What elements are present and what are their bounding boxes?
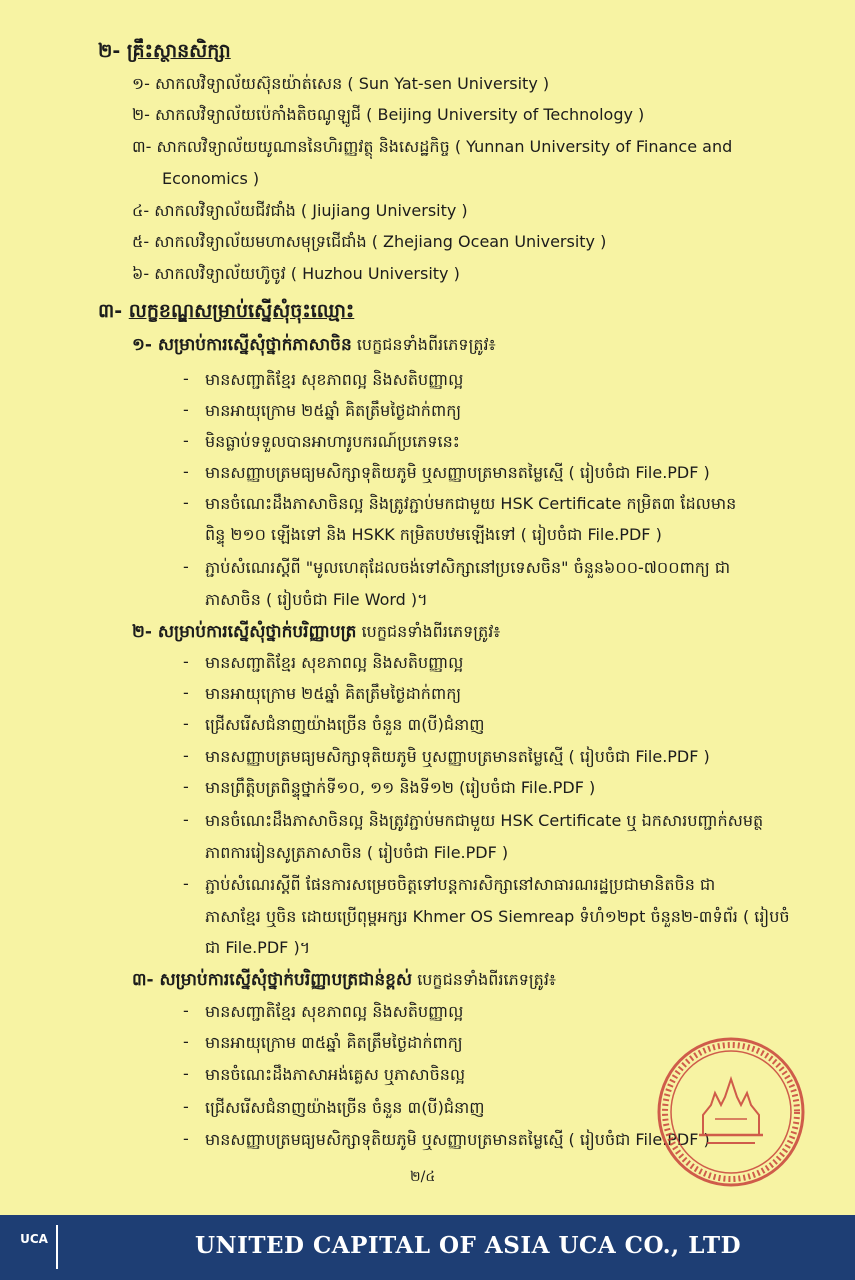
bullet-dash: - — [183, 1097, 189, 1116]
bullet-dash: - — [183, 1032, 189, 1051]
company-name: UNITED CAPITAL OF ASIA UCA CO., LTD — [195, 1232, 742, 1259]
official-stamp-icon — [655, 1035, 807, 1190]
sub3-heading-rest: បេក្ខជនទាំងពីរភេទត្រូវ៖ — [417, 970, 556, 989]
section3-heading — [98, 300, 354, 322]
sub2-bullet-5: មានព្រឹត្តិបត្រពិន្ទុថ្នាក់ទី១០, ១១ និងទី១២ (រៀបចំជា File.PDF ) — [205, 778, 596, 797]
sub1-heading — [132, 334, 496, 356]
sub2-bullet-4: មានសញ្ញាបត្រមធ្យមសិក្សាទុតិយភូមិ ឬសញ្ញាបត្រមានតម្លៃស្មើ ( រៀបចំជា File.PDF ) — [205, 747, 710, 766]
bullet-dash: - — [183, 874, 189, 893]
sub2-bullet-7-cont: ភាសាខ្មែរ ឬចិន ដោយប្រើពុម្ពអក្សរ Khmer OS Siemreap ទំហំ១២pt ចំនួន២-៣ទំព័រ ( រៀបចំ — [205, 907, 790, 926]
section2-title: គ្រឹះស្ថានសិក្សា — [126, 40, 231, 62]
section3-number: ៣- — [98, 300, 123, 322]
sub1-heading-rest: បេក្ខជនទាំងពីរភេទត្រូវ៖ — [356, 335, 496, 354]
sub1-bullet-5: មានចំណេះដឹងភាសាចិនល្អ និងត្រូវភ្ជាប់មកជាមួយ HSK Certificate កម្រិត៣ ដែលមាន — [205, 494, 737, 513]
sub3-bullet-3: មានចំណេះដឹងភាសាអង់គ្លេស ឬភាសាចិនល្អ — [205, 1065, 466, 1084]
company-logo — [12, 1225, 58, 1269]
sub2-bullet-3: ជ្រើសរើសជំនាញយ៉ាងច្រើន ចំនួន ៣(បី)ជំនាញ — [205, 715, 485, 734]
bullet-dash: - — [183, 1001, 189, 1020]
sub3-bullet-2: មានអាយុក្រោម ៣៥ឆ្នាំ គិតត្រឹមថ្ងៃដាក់ពាក្យ — [205, 1033, 463, 1052]
sub1-bullet-6-cont: ភាសាចិន ( រៀបចំជា File Word )។ — [205, 590, 428, 609]
sub1-bullet-2: មានអាយុក្រោម ២៥ឆ្នាំ គិតត្រឹមថ្ងៃដាក់ពាក្យ — [205, 401, 462, 420]
bullet-dash: - — [183, 810, 189, 829]
bullet-dash: - — [183, 369, 189, 388]
sub2-bullet-6: មានចំណេះដឹងភាសាចិនល្អ និងត្រូវភ្ជាប់មកជាមួយ HSK Certificate ឬ ឯកសារបញ្ជាក់សមត្ថ — [205, 811, 764, 830]
university-2: ២- សាកលវិទ្យាល័យប៉េកាំងតិចណូឡូជី ( Beijing University of Technology ) — [132, 105, 645, 124]
sub1-bullet-5-cont: ពិន្ទុ ២១០ ឡើងទៅ និង HSKK កម្រិតបឋមឡើងទៅ ( រៀបចំជា File.PDF ) — [205, 525, 662, 544]
footer-bar — [0, 1215, 855, 1280]
university-4: ៤- សាកលវិទ្យាល័យជីវជាំង ( Jiujiang University ) — [132, 201, 468, 220]
section3-title: លក្ខខណ្ឌសម្រាប់ស្នើសុំចុះឈ្មោះ — [128, 300, 355, 322]
bullet-dash: - — [183, 462, 189, 481]
sub2-bullet-6-cont: ភាពការរៀនសូត្រភាសាចិន ( រៀបចំជា File.PDF ) — [205, 843, 509, 862]
sub1-bullet-4: មានសញ្ញាបត្រមធ្យមសិក្សាទុតិយភូមិ ឬសញ្ញាបត្រមានតម្លៃស្មើ ( រៀបចំជា File.PDF ) — [205, 463, 710, 482]
sub3-bullet-5: មានសញ្ញាបត្រមធ្យមសិក្សាទុតិយភូមិ ឬសញ្ញាបត្រមានតម្លៃស្មើ ( រៀបចំជា File.PDF ) — [205, 1130, 710, 1149]
sub2-heading — [132, 621, 500, 643]
sub2-heading-bold: ២- សម្រាប់ការស្នើសុំថ្នាក់បរិញ្ញាបត្រ — [132, 622, 357, 642]
bullet-dash: - — [183, 493, 189, 512]
bullet-dash: - — [183, 746, 189, 765]
university-3-cont: Economics ) — [162, 169, 260, 188]
sub3-bullet-1: មានសញ្ជាតិខ្មែរ សុខភាពល្អ និងសតិបញ្ញាល្អ — [205, 1002, 464, 1021]
sub2-bullet-7-cont2: ជា File.PDF )។ — [205, 938, 311, 957]
bullet-dash: - — [183, 431, 189, 450]
sub2-heading-rest: បេក្ខជនទាំងពីរភេទត្រូវ៖ — [361, 622, 501, 641]
university-3: ៣- សាកលវិទ្យាល័យយូណាននៃហិរញ្ញវត្ថុ និងសេដ្ឋកិច្ច ( Yunnan University of Finance and — [132, 137, 733, 156]
sub2-bullet-1: មានសញ្ជាតិខ្មែរ សុខភាពល្អ និងសតិបញ្ញាល្អ — [205, 653, 464, 672]
bullet-dash: - — [183, 777, 189, 796]
sub2-bullet-2: មានអាយុក្រោម ២៥ឆ្នាំ គិតត្រឹមថ្ងៃដាក់ពាក្យ — [205, 684, 462, 703]
bullet-dash: - — [183, 652, 189, 671]
section2-number: ២- — [98, 40, 121, 62]
bullet-dash: - — [183, 714, 189, 733]
sub1-bullet-6: ភ្ជាប់សំណេរស្តីពី "មូលហេតុដែលចង់ទៅសិក្សានៅប្រទេសចិន" ចំនួន៦០០-៧០០ពាក្យ ជា — [205, 558, 731, 577]
bullet-dash: - — [183, 557, 189, 576]
bullet-dash: - — [183, 400, 189, 419]
sub3-bullet-4: ជ្រើសរើសជំនាញយ៉ាងច្រើន ចំនួន ៣(បី)ជំនាញ — [205, 1098, 485, 1117]
university-1: ១- សាកលវិទ្យាល័យស៊ុនយ៉ាត់សេន ( Sun Yat-sen University ) — [132, 74, 550, 93]
logo-text: UCA — [20, 1232, 48, 1246]
bullet-dash: - — [183, 683, 189, 702]
sub2-bullet-7: ភ្ជាប់សំណេរស្តីពី ផែនការសម្រេចចិត្តទៅបន្តការសិក្សានៅសាធារណរដ្ឋប្រជាមានិតចិន ជា — [205, 875, 716, 894]
university-5: ៥- សាកលវិទ្យាល័យមហាសមុទ្រជើជាំង ( Zhejiang Ocean University ) — [132, 232, 607, 251]
bullet-dash: - — [183, 1064, 189, 1083]
university-6: ៦- សាកលវិទ្យាល័យហ៊ូចូវ ( Huzhou University ) — [132, 264, 460, 283]
bullet-dash: - — [183, 1129, 189, 1148]
sub3-heading — [132, 969, 556, 991]
sub1-bullet-1: មានសញ្ជាតិខ្មែរ សុខភាពល្អ និងសតិបញ្ញាល្អ — [205, 370, 464, 389]
sub1-heading-bold: ១- សម្រាប់ការស្នើសុំថ្នាក់ភាសាចិន — [132, 335, 352, 355]
sub3-heading-bold: ៣- សម្រាប់ការស្នើសុំថ្នាក់បរិញ្ញាបត្រជាន់ខ្ពស់ — [132, 970, 413, 990]
sub1-bullet-3: មិនធ្លាប់ទទួលបានអាហារូបករណ៍ប្រភេទនេះ — [205, 432, 460, 451]
section2-heading — [98, 40, 231, 62]
page-number: ២/៤ — [410, 1169, 436, 1185]
